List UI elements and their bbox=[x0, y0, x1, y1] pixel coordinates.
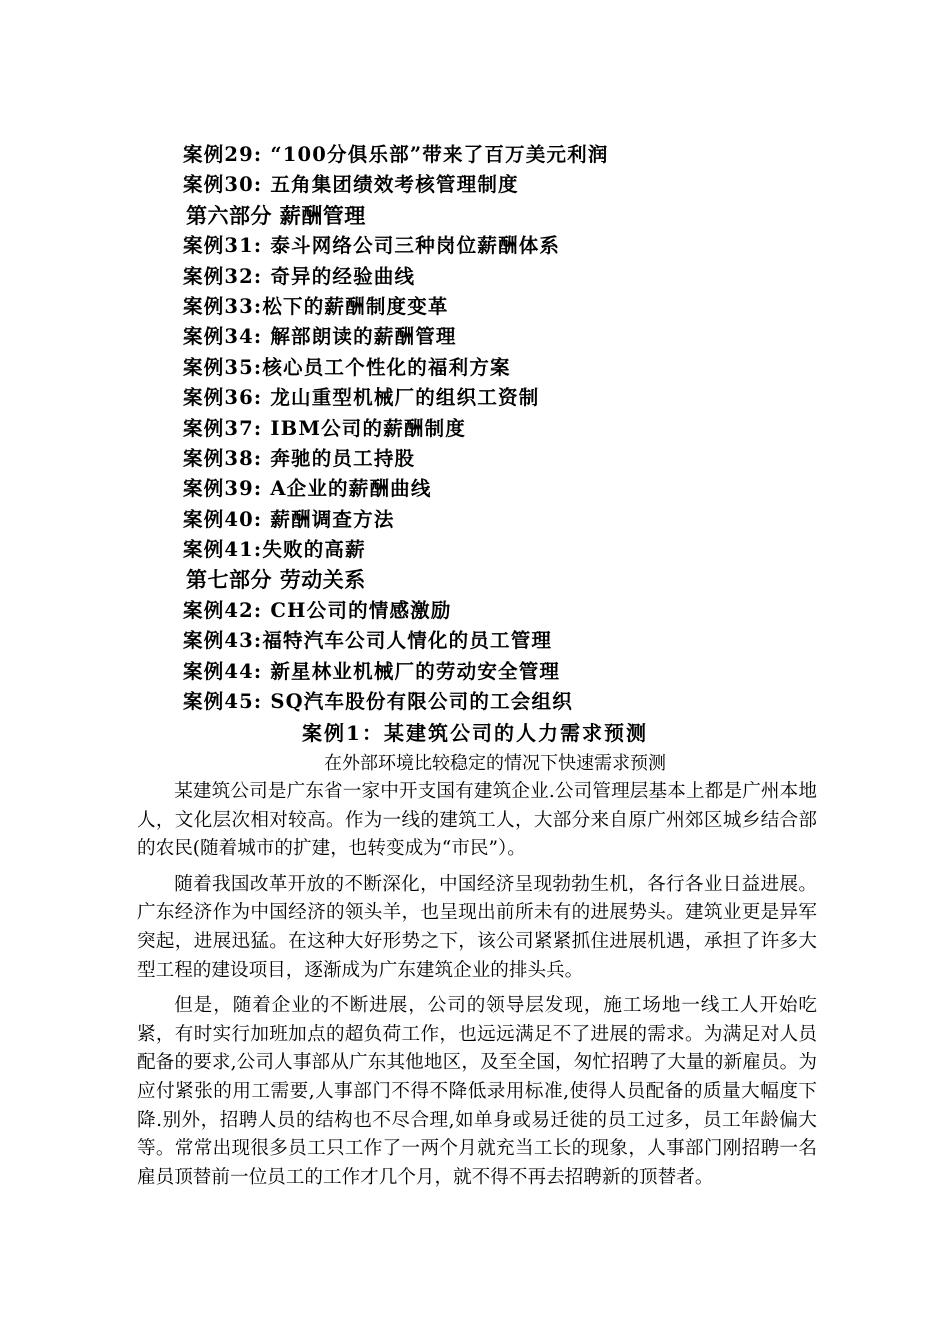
body-paragraph: 但是，随着企业的不断进展，公司的领导层发现，施工场地一线工人开始吃紧，有时实行加班加点的超负荷工作，也远远满足不了进展的需求。为满足对人员配备的要求,公司人事部从广东其他地区，及至全国，匆忙招聘了大量的新雇员。为应付紧张的用工需要,人事部门不得不降低录用标准,使得人员配备的质量大幅度下降.别外，招聘人员的结构也不尽合理,如单身或易迁徙的员工过多，员工年龄偏大等。常常出现很多员工只工作了一两个月就充当工长的现象，人事部门刚招聘一名雇员顶替前一位员工的工作才几个月，就不得不再去招聘新的顶替者。 bbox=[137, 995, 817, 1188]
toc-case-33[interactable]: 案例33:松下的薪酬制度变革 bbox=[183, 294, 449, 318]
toc-part-seven-heading: 第七部分 劳动关系 bbox=[186, 568, 366, 593]
toc-case-41[interactable]: 案例41:失败的高薪 bbox=[183, 538, 366, 562]
toc-case-43[interactable]: 案例43:福特汽车公司人情化的员工管理 bbox=[183, 629, 553, 653]
toc-case-42[interactable]: 案例42: CH公司的情感激励 bbox=[183, 598, 452, 622]
toc-part-six-heading: 第六部分 薪酬管理 bbox=[186, 203, 366, 228]
toc-case-35[interactable]: 案例35:核心员工个性化的福利方案 bbox=[183, 355, 511, 379]
toc-case-31[interactable]: 案例31: 泰斗网络公司三种岗位薪酬体系 bbox=[183, 234, 561, 258]
toc-case-45[interactable]: 案例45: SQ汽车股份有限公司的工会组织 bbox=[183, 690, 573, 714]
body-paragraph: 随着我国改革开放的不断深化，中国经济呈现勃勃生机，各行各业日益进展。广东经济作为中国经济的领头羊，也呈现出前所未有的进展势头。建筑业更是异军突起，进展迅猛。在这种大好形势之下，该公司紧紧抓住进展机遇，承担了许多大型工程的建设项目，逐渐成为广东建筑企业的排头兵。 bbox=[137, 873, 817, 981]
toc-case-36[interactable]: 案例36: 龙山重型机械厂的组织工资制 bbox=[183, 386, 540, 410]
toc-case-38[interactable]: 案例38: 奔驰的员工持股 bbox=[183, 446, 416, 470]
toc-case-30[interactable]: 案例30: 五角集团绩效考核管理制度 bbox=[183, 173, 519, 197]
toc-case-32[interactable]: 案例32: 奇异的经验曲线 bbox=[183, 264, 416, 288]
toc-case-37[interactable]: 案例37: IBM公司的薪酬制度 bbox=[183, 416, 467, 440]
table-of-contents bbox=[183, 140, 883, 717]
toc-case-29[interactable]: 案例29: “100分俱乐部”带来了百万美元利润 bbox=[183, 143, 609, 166]
toc-case-34[interactable]: 案例34: 解部朗读的薪酬管理 bbox=[183, 325, 457, 349]
case-1-title: 案例1：某建筑公司的人力需求预测 bbox=[302, 721, 648, 745]
toc-case-39[interactable]: 案例39: A企业的薪酬曲线 bbox=[183, 477, 432, 501]
case-1-body bbox=[137, 778, 817, 1199]
body-paragraph: 某建筑公司是广东省一家中开支国有建筑企业.公司管理层基本上都是广州本地人，文化层次相对较高。作为一线的建筑工人，大部分来自原广州郊区城乡结合部的农民(随着城市的扩建，也转变成为“市民”）。 bbox=[137, 781, 817, 860]
case-1-subtitle: 在外部环境比较稳定的情况下快速需求预测 bbox=[324, 753, 666, 774]
toc-case-44[interactable]: 案例44: 新星林业机械厂的劳动安全管理 bbox=[183, 659, 561, 683]
toc-case-40[interactable]: 案例40: 薪酬调查方法 bbox=[183, 507, 395, 531]
